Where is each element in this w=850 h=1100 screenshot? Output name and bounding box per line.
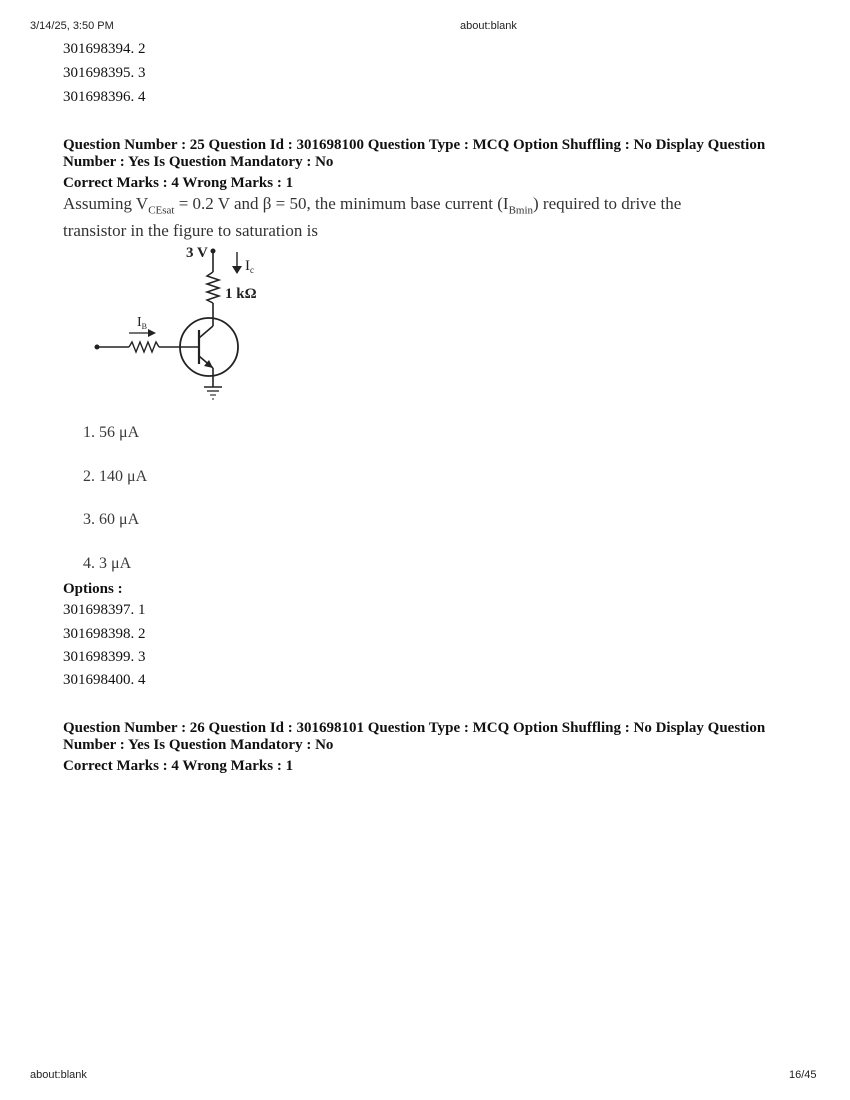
q25-option-4: 301698400. 4 bbox=[63, 672, 146, 688]
footer-url: about:blank bbox=[30, 1069, 87, 1081]
base-current-label: $I_B$ bbox=[137, 315, 148, 331]
q25-option-3: 301698399. 3 bbox=[63, 649, 146, 665]
print-url: about:blank bbox=[460, 20, 517, 32]
supply-label: 3 V bbox=[186, 245, 208, 261]
q25-options-label: Options : bbox=[63, 581, 123, 597]
page-number: 16/45 bbox=[789, 1069, 817, 1081]
q25-choice-4: 4. 3 μA bbox=[83, 555, 132, 572]
prev-option-3: 301698396. 4 bbox=[63, 89, 146, 105]
collector-resistor bbox=[207, 272, 219, 303]
print-datetime: 3/14/25, 3:50 PM bbox=[30, 20, 114, 32]
q25-option-2: 301698398. 2 bbox=[63, 626, 146, 642]
prev-option-2: 301698395. 3 bbox=[63, 65, 146, 81]
resistor-label: 1 kΩ bbox=[225, 286, 257, 302]
q26-meta-line2: Number : Yes Is Question Mandatory : No bbox=[63, 737, 334, 753]
q26-marks: Correct Marks : 4 Wrong Marks : 1 bbox=[63, 758, 294, 774]
base-current-arrow bbox=[148, 329, 156, 337]
q25-marks: Correct Marks : 4 Wrong Marks : 1 bbox=[63, 175, 294, 191]
collector-current-arrow bbox=[232, 266, 242, 274]
q26-meta-line1: Question Number : 26 Question Id : 301698101 Question Type : MCQ Option Shuffling : No Display Question bbox=[63, 720, 766, 736]
q25-option-1: 301698397. 1 bbox=[63, 602, 146, 618]
prev-option-1: 301698394. 2 bbox=[63, 41, 146, 57]
q25-stem-line2: transistor in the figure to saturation is bbox=[63, 221, 318, 240]
transistor-circuit-figure bbox=[85, 240, 285, 412]
collector-current-label: $I_c$ bbox=[245, 258, 254, 275]
q25-choice-2: 2. 140 μA bbox=[83, 468, 148, 485]
q25-choice-1: 1. 56 μA bbox=[83, 424, 140, 441]
base-resistor bbox=[129, 342, 159, 352]
q25-meta-line1: Question Number : 25 Question Id : 301698100 Question Type : MCQ Option Shuffling : No Display Question bbox=[63, 137, 766, 153]
q25-choice-3: 3. 60 μA bbox=[83, 511, 140, 528]
q25-meta-line2: Number : Yes Is Question Mandatory : No bbox=[63, 154, 334, 170]
q25-stem-line1: Assuming $V_{CEsat} = 0.2$ V and β = 50, the minimum base current $(I_{Bmin})$ required to drive the bbox=[63, 194, 682, 217]
